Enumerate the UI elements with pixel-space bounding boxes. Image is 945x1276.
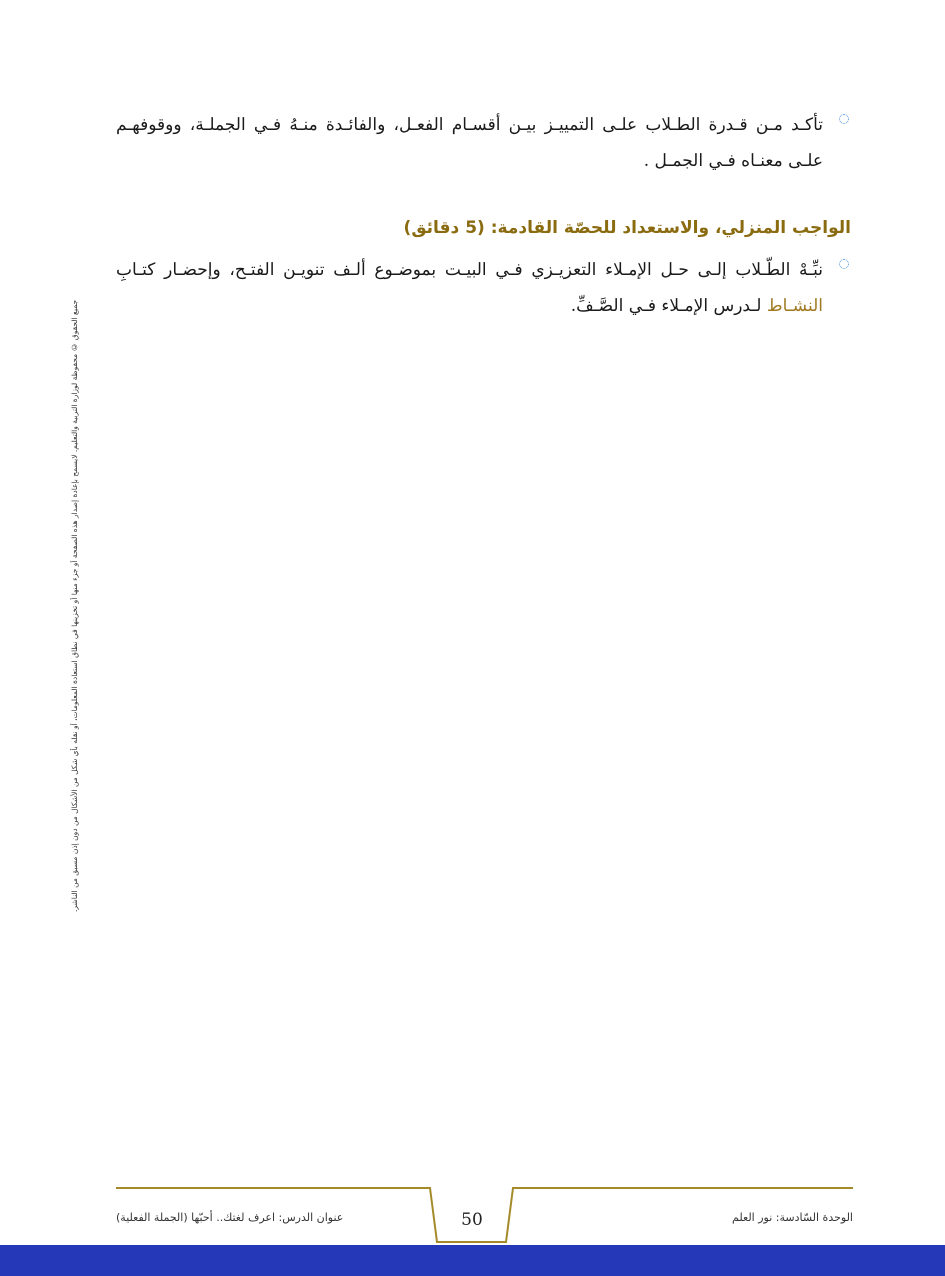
- bullet-circle-icon: [839, 259, 849, 269]
- footer-unit-title: الوحدة السّادسة: نور العلم: [732, 1211, 853, 1224]
- copyright-side-note: جميع الحقوق © محفوظة لوزارة التربية والتعليم. لايسمح بإعادة إصدار هذه الصفحة أو جزء منها أو تخزينها في نطاق استعادة المعلومات، أو نقله بأي شكل من الأشكال من دون إذن مسبق من الناشر.: [70, 300, 79, 913]
- footer-lesson-title: عنوان الدرس: اعرف لغتك.. أحبّها (الجملة الفعلية): [116, 1211, 344, 1224]
- bullet-item-2: [116, 252, 851, 324]
- homework-heading: الواجب المنزلي، والاستعداد للحصّة القادمة: (5 دقائق): [403, 218, 851, 238]
- bullet-circle-icon: [839, 114, 849, 124]
- bottom-color-bar: [0, 1245, 945, 1276]
- page-number: 50: [461, 1210, 483, 1230]
- bullet-text-2-main: نبِّـهْ الطّـلاب إلـى حـل الإمـلاء التعزيـزي فـي البيـت بموضـوع ألـف تنويـن الفتـح، وإحضـار كتـابِ: [116, 260, 823, 280]
- bullet-text-2-tail: لـدرس الإمـلاء فـي الصَّـفِّ.: [570, 296, 762, 316]
- bullet-text-2: [116, 252, 823, 324]
- bullet-text-1: تأكـد مـن قـدرة الطـلاب علـى التمييـز بيـن أقسـام الفعـل، والفائـدة منـهُ فـي الجملـة، ووقوفهـم علـى معنـاه فـي الجمـل .: [116, 115, 823, 171]
- bullet-item-1: [116, 107, 851, 179]
- activity-book-highlight: النشـاط: [766, 296, 823, 316]
